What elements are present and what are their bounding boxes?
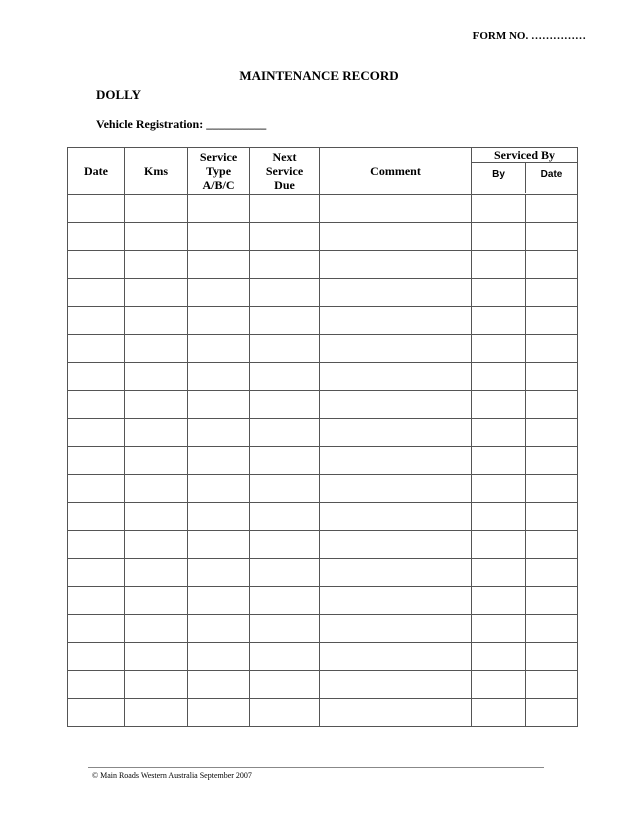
cell-comment[interactable] [320, 195, 472, 223]
cell-kms[interactable] [125, 223, 188, 251]
cell-date[interactable] [68, 335, 125, 363]
cell-date[interactable] [68, 671, 125, 699]
cell-date[interactable] [68, 531, 125, 559]
table-row [68, 475, 578, 503]
form-number-label: FORM NO. …………… [472, 30, 586, 42]
cell-service-type[interactable] [188, 559, 250, 587]
cell-serviced-date[interactable] [526, 643, 578, 671]
cell-comment[interactable] [320, 699, 472, 727]
cell-next-service-due[interactable] [250, 279, 320, 307]
cell-service-type[interactable] [188, 195, 250, 223]
cell-serviced-by[interactable] [472, 447, 526, 475]
cell-kms[interactable] [125, 503, 188, 531]
cell-serviced-date[interactable] [526, 671, 578, 699]
cell-comment[interactable] [320, 279, 472, 307]
cell-serviced-date[interactable] [526, 279, 578, 307]
cell-comment[interactable] [320, 587, 472, 615]
cell-comment[interactable] [320, 335, 472, 363]
cell-comment[interactable] [320, 475, 472, 503]
cell-service-type[interactable] [188, 587, 250, 615]
cell-service-type[interactable] [188, 391, 250, 419]
cell-service-type[interactable] [188, 503, 250, 531]
table-row [68, 223, 578, 251]
cell-service-type[interactable] [188, 335, 250, 363]
cell-next-service-due[interactable] [250, 559, 320, 587]
cell-kms[interactable] [125, 307, 188, 335]
header-date: Date [68, 148, 125, 195]
cell-serviced-date[interactable] [526, 335, 578, 363]
table-row [68, 391, 578, 419]
table-row [68, 447, 578, 475]
cell-service-type[interactable] [188, 699, 250, 727]
header-service-type-line: A/B/C [202, 178, 235, 192]
header-serviced-by [472, 148, 578, 195]
cell-next-service-due[interactable] [250, 307, 320, 335]
cell-next-service-due[interactable] [250, 363, 320, 391]
header-kms: Kms [125, 148, 188, 195]
cell-next-service-due[interactable] [250, 195, 320, 223]
cell-comment[interactable] [320, 615, 472, 643]
cell-date[interactable] [68, 391, 125, 419]
header-by: By [472, 163, 526, 193]
cell-serviced-by[interactable] [472, 223, 526, 251]
cell-serviced-date[interactable] [526, 447, 578, 475]
cell-serviced-date[interactable] [526, 419, 578, 447]
cell-kms[interactable] [125, 363, 188, 391]
cell-serviced-date[interactable] [526, 587, 578, 615]
cell-next-service-due[interactable] [250, 335, 320, 363]
cell-next-service-due[interactable] [250, 223, 320, 251]
vehicle-type: DOLLY [96, 87, 142, 102]
table-row [68, 279, 578, 307]
cell-date[interactable] [68, 615, 125, 643]
cell-service-type[interactable] [188, 419, 250, 447]
cell-service-type[interactable] [188, 671, 250, 699]
table-row [68, 671, 578, 699]
cell-serviced-date[interactable] [526, 531, 578, 559]
cell-serviced-date[interactable] [526, 195, 578, 223]
cell-comment[interactable] [320, 363, 472, 391]
header-next-service-line: Service [265, 164, 304, 178]
table-row [68, 307, 578, 335]
cell-kms[interactable] [125, 587, 188, 615]
page-title: MAINTENANCE RECORD [239, 68, 399, 83]
cell-serviced-date[interactable] [526, 475, 578, 503]
header-service-type-line: Type [205, 164, 232, 178]
footer-copyright: © Main Roads Western Australia September 2007 [92, 771, 252, 780]
cell-comment[interactable] [320, 251, 472, 279]
cell-next-service-due[interactable] [250, 419, 320, 447]
cell-kms[interactable] [125, 559, 188, 587]
cell-serviced-by[interactable] [472, 671, 526, 699]
table-row [68, 503, 578, 531]
cell-next-service-due[interactable] [250, 615, 320, 643]
table-row [68, 559, 578, 587]
cell-serviced-by[interactable] [472, 699, 526, 727]
cell-serviced-by[interactable] [472, 279, 526, 307]
cell-comment[interactable] [320, 531, 472, 559]
header-by-date: Date [540, 169, 563, 180]
table-row [68, 587, 578, 615]
cell-service-type[interactable] [188, 279, 250, 307]
cell-serviced-date[interactable] [526, 615, 578, 643]
cell-service-type[interactable] [188, 223, 250, 251]
cell-kms[interactable] [125, 475, 188, 503]
cell-serviced-by[interactable] [472, 503, 526, 531]
cell-kms[interactable] [125, 419, 188, 447]
table-row [68, 251, 578, 279]
cell-serviced-date[interactable] [526, 223, 578, 251]
cell-comment[interactable] [320, 503, 472, 531]
maintenance-table [67, 147, 578, 727]
cell-service-type[interactable] [188, 363, 250, 391]
cell-next-service-due[interactable] [250, 391, 320, 419]
cell-service-type[interactable] [188, 643, 250, 671]
cell-date[interactable] [68, 447, 125, 475]
cell-date[interactable] [68, 587, 125, 615]
cell-service-type[interactable] [188, 531, 250, 559]
table-row [68, 335, 578, 363]
cell-next-service-due[interactable] [250, 447, 320, 475]
cell-kms[interactable] [125, 335, 188, 363]
cell-date[interactable] [68, 363, 125, 391]
cell-next-service-due[interactable] [250, 587, 320, 615]
cell-serviced-by[interactable] [472, 559, 526, 587]
cell-serviced-date[interactable] [526, 307, 578, 335]
cell-comment[interactable] [320, 419, 472, 447]
cell-comment[interactable] [320, 671, 472, 699]
cell-date[interactable] [68, 643, 125, 671]
cell-serviced-date[interactable] [526, 699, 578, 727]
cell-service-type[interactable] [188, 475, 250, 503]
cell-service-type[interactable] [188, 307, 250, 335]
cell-comment[interactable] [320, 223, 472, 251]
cell-kms[interactable] [125, 671, 188, 699]
cell-serviced-by[interactable] [472, 335, 526, 363]
table-row [68, 643, 578, 671]
cell-kms[interactable] [125, 615, 188, 643]
header-next-service-due [250, 148, 320, 195]
cell-next-service-due[interactable] [250, 531, 320, 559]
cell-serviced-by[interactable] [472, 475, 526, 503]
table-header-row [68, 148, 578, 195]
cell-serviced-by[interactable] [472, 251, 526, 279]
cell-date[interactable] [68, 699, 125, 727]
table-row [68, 195, 578, 223]
cell-serviced-by[interactable] [472, 391, 526, 419]
table-row [68, 531, 578, 559]
cell-serviced-date[interactable] [526, 363, 578, 391]
cell-next-service-due[interactable] [250, 503, 320, 531]
vehicle-registration-label: Vehicle Registration: __________ [96, 117, 267, 131]
cell-next-service-due[interactable] [250, 475, 320, 503]
table-body [68, 195, 578, 727]
header-serviced-by-label: Serviced By [472, 148, 577, 163]
cell-serviced-by[interactable] [472, 419, 526, 447]
cell-kms[interactable] [125, 643, 188, 671]
cell-serviced-by[interactable] [472, 531, 526, 559]
cell-serviced-date[interactable] [526, 251, 578, 279]
cell-comment[interactable] [320, 447, 472, 475]
header-next-service-line: Due [274, 178, 295, 192]
cell-date[interactable] [68, 251, 125, 279]
cell-kms[interactable] [125, 391, 188, 419]
table-row [68, 419, 578, 447]
table-row [68, 615, 578, 643]
cell-serviced-by[interactable] [472, 363, 526, 391]
header-service-type-line: Service [199, 150, 238, 164]
header-comment: Comment [320, 148, 472, 195]
cell-date[interactable] [68, 223, 125, 251]
cell-kms[interactable] [125, 447, 188, 475]
cell-comment[interactable] [320, 643, 472, 671]
cell-serviced-by[interactable] [472, 195, 526, 223]
cell-comment[interactable] [320, 559, 472, 587]
footer-divider [88, 767, 544, 768]
cell-service-type[interactable] [188, 447, 250, 475]
cell-serviced-date[interactable] [526, 503, 578, 531]
cell-kms[interactable] [125, 195, 188, 223]
cell-serviced-date[interactable] [526, 559, 578, 587]
cell-next-service-due[interactable] [250, 671, 320, 699]
cell-serviced-by[interactable] [472, 307, 526, 335]
cell-date[interactable] [68, 503, 125, 531]
cell-date[interactable] [68, 307, 125, 335]
cell-service-type[interactable] [188, 615, 250, 643]
cell-date[interactable] [68, 419, 125, 447]
cell-date[interactable] [68, 279, 125, 307]
cell-next-service-due[interactable] [250, 699, 320, 727]
cell-kms[interactable] [125, 699, 188, 727]
cell-kms[interactable] [125, 251, 188, 279]
cell-service-type[interactable] [188, 251, 250, 279]
cell-next-service-due[interactable] [250, 643, 320, 671]
header-service-type [188, 148, 250, 195]
cell-serviced-by[interactable] [472, 643, 526, 671]
table-row [68, 699, 578, 727]
cell-comment[interactable] [320, 391, 472, 419]
cell-serviced-date[interactable] [526, 391, 578, 419]
table-row [68, 363, 578, 391]
cell-kms[interactable] [125, 279, 188, 307]
cell-kms[interactable] [125, 531, 188, 559]
cell-date[interactable] [68, 195, 125, 223]
cell-date[interactable] [68, 475, 125, 503]
header-next-service-line: Next [272, 150, 297, 164]
cell-date[interactable] [68, 559, 125, 587]
cell-next-service-due[interactable] [250, 251, 320, 279]
cell-serviced-by[interactable] [472, 587, 526, 615]
cell-comment[interactable] [320, 307, 472, 335]
cell-serviced-by[interactable] [472, 615, 526, 643]
